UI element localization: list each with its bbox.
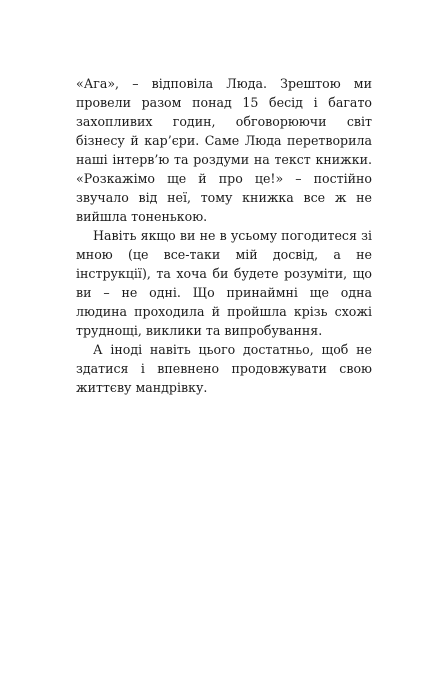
paragraph-2: Навіть якщо ви не в усьому погодитеся зі мною (це все-таки мій досвід, а не інструкції), та хоча би будете розуміти, що ви – не одні. Що принаймні ще одна людина проходила й пройшла крізь схожі труднощі, виклики та випробування. — [76, 228, 372, 338]
body-text — [76, 74, 372, 397]
paragraph-1: «Ага», – відповіла Люда. Зрештою ми провели разом понад 15 бесід і багато захопливих годин, обговорюючи світ бізнесу й кар’єри. Саме Люда перетворила наші інтерв’ю та роздуми на текст книжки. «Розкажімо ще й про це!» – постійно звучало від неї, тому книжка все ж не вийшла тоненькою. — [76, 76, 372, 224]
paragraph-3: А іноді навіть цього достатньо, щоб не здатися і впевнено продовжувати свою життєву мандрівку. — [76, 342, 372, 395]
